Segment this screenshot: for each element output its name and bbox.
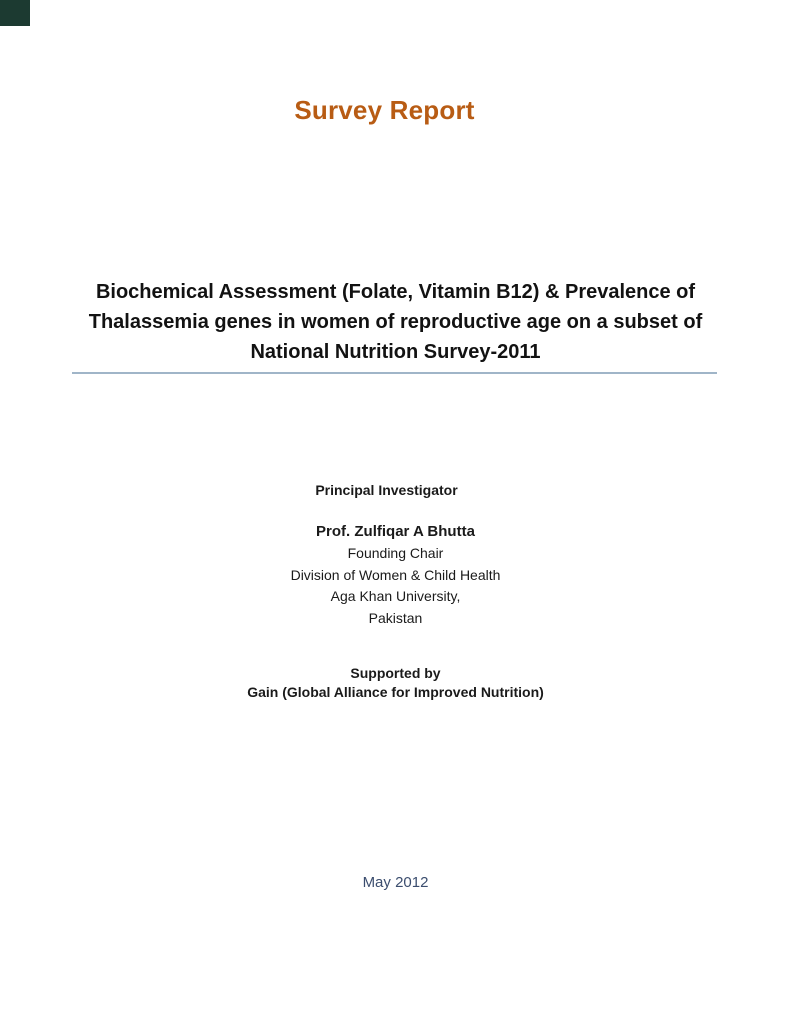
title-divider-rule: [72, 372, 717, 374]
supporting-organization: Gain (Global Alliance for Improved Nutrition): [247, 683, 544, 700]
principal-investigator-heading: Principal Investigator: [315, 482, 458, 498]
report-title-line: Thalassemia genes in women of reproductive age on a subset of: [88, 311, 703, 333]
publication-date: May 2012: [362, 874, 429, 891]
report-title-line: National Nutrition Survey-2011: [250, 341, 541, 363]
investigator-country: Pakistan: [368, 610, 423, 627]
support-section: [0, 664, 791, 701]
investigator-role: Founding Chair: [347, 544, 444, 561]
corner-mark: [0, 0, 30, 26]
report-type-heading: Survey Report: [294, 95, 475, 125]
supported-by-heading: Supported by: [350, 665, 441, 681]
investigator-name: Prof. Zulfiqar A Bhutta: [316, 523, 475, 540]
investigator-division: Division of Women & Child Health: [290, 566, 501, 583]
investigator-university: Aga Khan University,: [330, 588, 461, 605]
report-title-line: Biochemical Assessment (Folate, Vitamin B12) & Prevalence of: [95, 281, 696, 303]
investigator-details: [0, 521, 791, 630]
report-title: [40, 277, 751, 367]
